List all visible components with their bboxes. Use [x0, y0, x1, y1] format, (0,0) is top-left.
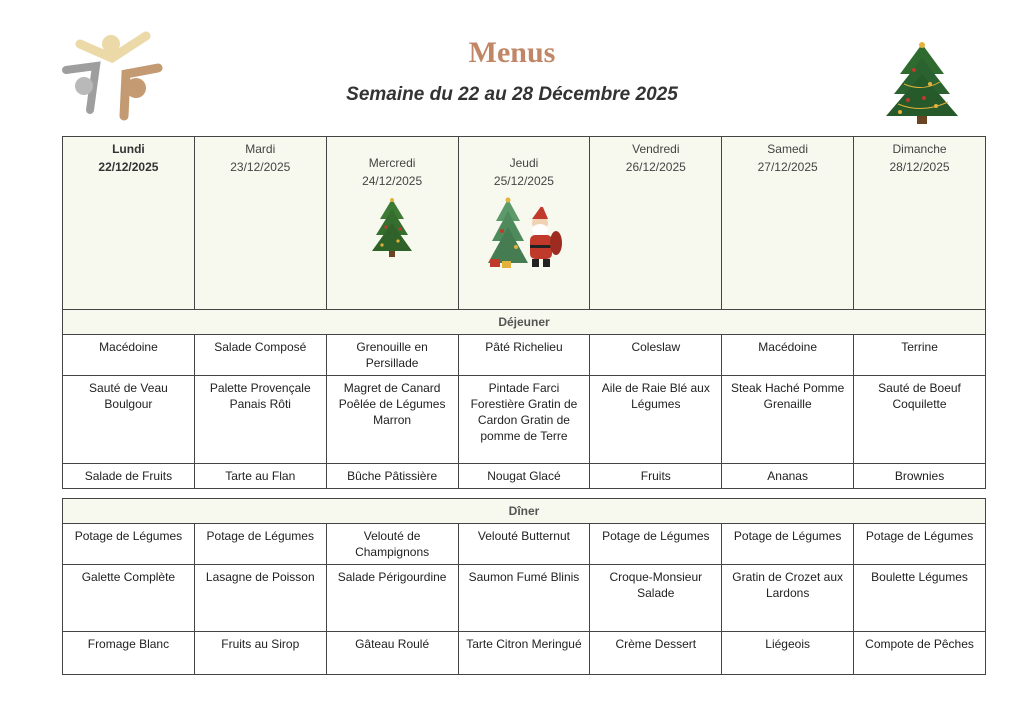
christmas-tree-icon [884, 40, 960, 126]
day-date: 27/12/2025 [757, 160, 818, 174]
dinner-menu-table [62, 498, 986, 675]
menu-cell: Boulette Légumes [854, 565, 986, 632]
menu-cell: Potage de Légumes [63, 524, 195, 565]
dinner-section-label: Dîner [63, 499, 986, 524]
menu-cell: Palette Provençale Panais Rôti [194, 376, 326, 464]
menu-cell: Terrine [854, 335, 986, 376]
day-date: 25/12/2025 [493, 174, 554, 188]
lunch-starters-row [63, 335, 986, 376]
menu-cell: Potage de Légumes [194, 524, 326, 565]
menu-cell: Grenouille en Persillade [326, 335, 458, 376]
day-header-sunday [854, 137, 986, 310]
dinner-section-row [63, 499, 986, 524]
menu-cell: Steak Haché Pomme Grenaille [722, 376, 854, 464]
menu-cell: Sauté de Veau Boulgour [63, 376, 195, 464]
day-header-saturday [722, 137, 854, 310]
lunch-section-label: Déjeuner [63, 310, 986, 335]
menu-cell: Velouté Butternut [458, 524, 590, 565]
day-date: 28/12/2025 [889, 160, 950, 174]
menu-cell: Compote de Pêches [854, 632, 986, 675]
day-name: Vendredi [632, 142, 680, 156]
menu-cell: Tarte au Flan [194, 464, 326, 489]
menu-cell: Brownies [854, 464, 986, 489]
lunch-mains-row [63, 376, 986, 464]
day-header-thursday [458, 137, 590, 310]
menu-cell: Salade Périgourdine [326, 565, 458, 632]
menu-cell: Salade de Fruits [63, 464, 195, 489]
menu-cell: Aile de Raie Blé aux Légumes [590, 376, 722, 464]
day-name: Jeudi [509, 156, 539, 170]
menu-cell: Macédoine [722, 335, 854, 376]
day-name: Mercredi [368, 156, 416, 170]
menu-cell: Velouté de Champignons [326, 524, 458, 565]
menu-cell: Fromage Blanc [63, 632, 195, 675]
day-name: Mardi [245, 142, 276, 156]
lunch-section-row [63, 310, 986, 335]
menu-cell: Nougat Glacé [458, 464, 590, 489]
menu-cell: Lasagne de Poisson [194, 565, 326, 632]
day-date: 23/12/2025 [230, 160, 291, 174]
menu-cell: Galette Complète [63, 565, 195, 632]
page-title: Menus [468, 36, 556, 69]
day-header-tuesday [194, 137, 326, 310]
menu-cell: Liégeois [722, 632, 854, 675]
days-header-row [63, 137, 986, 310]
menu-cell: Potage de Légumes [854, 524, 986, 565]
menu-cell: Pintade Farci Forestière Gratin de Cardon Gratin de pomme de Terre [458, 376, 590, 464]
menu-cell: Potage de Légumes [590, 524, 722, 565]
menu-cell: Ananas [722, 464, 854, 489]
menu-cell: Magret de Canard Poêlée de Légumes Marron [326, 376, 458, 464]
day-name: Lundi [112, 142, 145, 156]
day-date: 24/12/2025 [362, 174, 423, 188]
lunch-desserts-row [63, 464, 986, 489]
menu-cell: Potage de Légumes [722, 524, 854, 565]
menu-cell: Gratin de Crozet aux Lardons [722, 565, 854, 632]
week-subtitle: Semaine du 22 au 28 Décembre 2025 [346, 84, 678, 105]
menu-cell: Fruits [590, 464, 722, 489]
day-date: 22/12/2025 [98, 160, 159, 174]
menu-cell: Fruits au Sirop [194, 632, 326, 675]
day-header-monday [63, 137, 195, 310]
menu-cell: Macédoine [63, 335, 195, 376]
menu-cell: Crème Dessert [590, 632, 722, 675]
santa-tree-icon [486, 197, 562, 271]
day-date: 26/12/2025 [625, 160, 686, 174]
menu-cell: Pâté Richelieu [458, 335, 590, 376]
menu-cell: Bûche Pâtissière [326, 464, 458, 489]
dinner-desserts-row [63, 632, 986, 675]
menu-cell: Salade Composé [194, 335, 326, 376]
day-name: Samedi [767, 142, 808, 156]
menu-cell: Coleslaw [590, 335, 722, 376]
menu-cell: Sauté de Boeuf Coquilette [854, 376, 986, 464]
day-name: Dimanche [892, 142, 947, 156]
lunch-menu-table [62, 136, 986, 489]
christmas-tree-icon [372, 197, 412, 259]
day-header-wednesday [326, 137, 458, 310]
day-header-friday [590, 137, 722, 310]
menu-cell: Saumon Fumé Blinis [458, 565, 590, 632]
menu-cell: Gâteau Roulé [326, 632, 458, 675]
dinner-mains-row [63, 565, 986, 632]
dinner-starters-row [63, 524, 986, 565]
menu-cell: Tarte Citron Meringué [458, 632, 590, 675]
menu-cell: Croque-Monsieur Salade [590, 565, 722, 632]
